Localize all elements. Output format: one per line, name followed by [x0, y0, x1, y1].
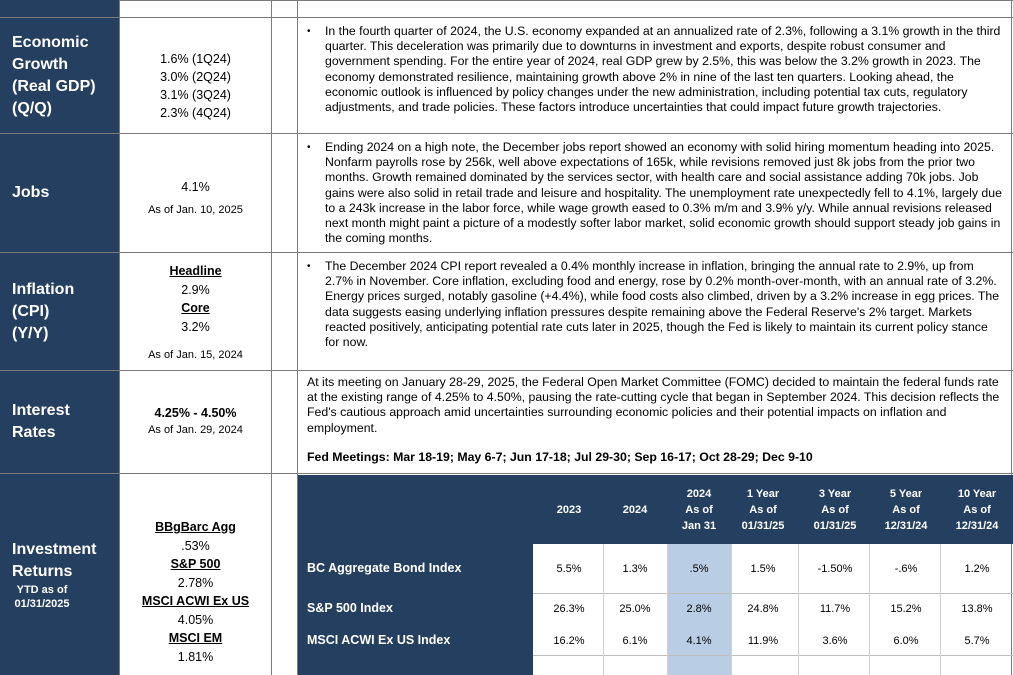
divider [0, 133, 1013, 134]
col-header-line: As of [685, 503, 713, 516]
col-header-line: As of [892, 503, 920, 516]
returns-label [0, 474, 119, 675]
fed-meetings: Fed Meetings: Mar 18-19; May 6-7; Jun 17-18; Jul 29-30; Sep 16-17; Oct 28-29; Dec 9-10 [307, 449, 813, 464]
return-item-value: 2.78% [177, 575, 214, 590]
jobs-label-text: Jobs [12, 184, 50, 201]
col-header [943, 475, 1011, 544]
col-header-line: 12/31/24 [955, 519, 999, 532]
table-cell: -1.50% [817, 563, 853, 575]
gdp-commentary-text: In the fourth quarter of 2024, the U.S. economy expanded at an annualized rate of 2.3%, following a 3.1% growth in the third quarter. This deceleration was primarily due to downturns in investment and exports, despite robust consumer and government spending. For the entire year of 2024, real GDP grew by 2.5%, this was below the 3.2% growth in 2023. The economy demonstrated resilience, maintaining growth above 2% in nine of the last ten quarters. Looking ahead, the economic outlook is influenced by policy changes under the new administration, including potential tax cuts, regulatory adjustments, and trade policies. These factors introduce uncertainties that could impact future growth trajectories. [325, 24, 1001, 115]
bullet-icon: • [307, 261, 311, 272]
core-value: 3.2% [181, 319, 210, 334]
col-header-line: 2024 [622, 503, 648, 516]
table-row [538, 597, 1013, 621]
divider [0, 370, 1013, 371]
gdp-label-line: (Q/Q) [12, 99, 52, 117]
col-header-line: As of [749, 503, 777, 516]
gdp-commentary [307, 24, 1005, 115]
return-item-name: MSCI ACWI Ex US [141, 594, 250, 608]
table-cell: 5.5% [556, 563, 582, 575]
divider [0, 17, 1013, 18]
col-header [667, 475, 731, 544]
col-header-line: 12/31/24 [884, 519, 928, 532]
divider [0, 0, 1013, 1]
gdp-label [0, 18, 119, 133]
col-header [731, 475, 795, 544]
return-item-name: BBgBarc Agg [155, 520, 236, 534]
gdp-value: 1.6% (1Q24) [160, 52, 231, 66]
divider [0, 252, 1013, 253]
table-cell: 1.3% [622, 563, 648, 575]
table-cell: 11.9% [747, 635, 779, 647]
jobs-as-of: As of Jan. 10, 2025 [148, 204, 243, 216]
index-name: BC Aggregate Bond Index [307, 561, 462, 575]
table-cell: 24.8% [747, 603, 779, 615]
table-cell: 5.7% [964, 635, 990, 647]
col-header-line: 1 Year [746, 487, 780, 500]
jobs-value-cell [120, 178, 271, 216]
table-cell: 11.7% [819, 603, 851, 615]
col-header-line: Jan 31 [681, 519, 717, 532]
table-cell: 3.6% [822, 635, 848, 647]
rates-commentary-text: At its meeting on January 28-29, 2025, the Federal Open Market Committee (FOMC) decided to maintain the federal funds rate at the existing range of 4.25% to 4.50%, pausing the rate-cutting cycle that began in September 2024. This decision reflects the Fed's cautious approach amid uncertainties surrounding economic policies and their potential impacts on inflation and employment. [307, 375, 1000, 435]
col-header [538, 475, 600, 544]
table-cell: 13.8% [961, 603, 993, 615]
col-header-line: 2023 [556, 503, 582, 516]
divider [533, 593, 1013, 594]
divider [0, 473, 1013, 474]
col-header-line: As of [821, 503, 849, 516]
table-cell: 6.0% [893, 635, 919, 647]
col-header [603, 475, 667, 544]
inflation-label-line: (CPI) [12, 302, 50, 320]
jobs-label [0, 134, 119, 252]
table-cell: 2.8% [686, 603, 712, 615]
divider [533, 655, 1013, 656]
table-row [538, 557, 1013, 581]
table-cell: 1.5% [750, 563, 776, 575]
inflation-as-of: As of Jan. 15, 2024 [148, 349, 243, 361]
headline-label: Headline [169, 264, 222, 278]
returns-values [120, 518, 271, 666]
table-cell: 16.2% [553, 635, 585, 647]
rates-value-cell [120, 405, 271, 436]
col-header [872, 475, 940, 544]
inflation-commentary [307, 259, 1005, 350]
gdp-value: 3.0% (2Q24) [160, 70, 231, 84]
return-item-value: 4.05% [177, 612, 214, 627]
col-header-line: 01/31/25 [813, 519, 857, 532]
table-cell: .5% [689, 563, 709, 575]
col-header-line: 5 Year [889, 487, 923, 500]
col-header-line: 01/31/25 [741, 519, 785, 532]
return-item-name: S&P 500 [170, 557, 221, 571]
gdp-values [120, 50, 271, 122]
rates-value: 4.25% - 4.50% [154, 406, 237, 420]
table-cell: 25.0% [619, 603, 651, 615]
return-item-value: 1.81% [177, 649, 214, 664]
gdp-value: 2.3% (4Q24) [160, 106, 231, 120]
rates-as-of: As of Jan. 29, 2024 [148, 424, 243, 436]
inflation-label-line: (Y/Y) [12, 324, 49, 342]
col-header-line: 3 Year [818, 487, 852, 500]
table-cell: 6.1% [622, 635, 648, 647]
col-header-line: 2024 [686, 487, 712, 500]
table-cell: 15.2% [890, 603, 922, 615]
inflation-label [0, 253, 119, 370]
index-name: MSCI ACWI Ex US Index [307, 633, 451, 647]
gdp-label-line: Growth [12, 55, 68, 73]
header-strip [0, 0, 119, 17]
returns-sub: 01/31/2025 [14, 597, 70, 610]
return-item-name: MSCI EM [168, 631, 223, 645]
rates-label [0, 371, 119, 473]
headline-value: 2.9% [181, 282, 210, 297]
table-row [538, 629, 1013, 653]
gdp-value: 3.1% (3Q24) [160, 88, 231, 102]
gdp-label-line: Economic [12, 33, 89, 51]
index-name: S&P 500 Index [307, 601, 393, 615]
table-cell: 1.2% [964, 563, 990, 575]
gdp-label-line: (Real GDP) [12, 77, 96, 95]
returns-sub: YTD as of [16, 583, 68, 596]
table-cell: -.6% [894, 563, 918, 575]
inflation-values [120, 262, 271, 365]
table-cell: 4.1% [686, 635, 712, 647]
core-label: Core [181, 301, 210, 315]
bullet-icon: • [307, 142, 311, 153]
rates-commentary [307, 375, 1005, 465]
divider [271, 0, 272, 675]
col-header-line: As of [963, 503, 991, 516]
returns-label-line: Returns [12, 562, 73, 580]
rates-label-line: Rates [12, 424, 56, 441]
returns-label-line: Investment [12, 540, 97, 558]
inflation-commentary-text: The December 2024 CPI report revealed a 0.4% monthly increase in inflation, bringing the annual rate to 2.9%, up from 2.7% in November. Core inflation, excluding food and energy, rose by 0.2% month-over-month, with an annual rate of 3.2%. Energy prices surged, notably gasoline (+4.4%), while food costs also climbed, driven by a 3.2% increase in egg prices. The data suggests easing underlying inflation pressures despite remaining above the Federal Reserve's 2% target. Markets reacted positively, anticipating potential rate cuts later in 2025, though the Fed is likely to maintain its current policy stance for now. [325, 259, 1000, 350]
rates-label-line: Interest [12, 402, 70, 419]
return-item-value: .53% [181, 538, 210, 553]
bullet-icon: • [307, 26, 311, 37]
inflation-label-line: Inflation [12, 280, 75, 298]
col-header-line: 10 Year [957, 487, 997, 500]
col-header [801, 475, 869, 544]
returns-table [298, 475, 1013, 675]
jobs-commentary [307, 140, 1005, 246]
jobs-commentary-text: Ending 2024 on a high note, the December jobs report showed an economy with solid hiring momentum heading into 2025. Nonfarm payrolls rose by 256k, well above expectations of 165k, while revisions removed just 8k jobs from the prior two months. Growth remained dominated by the services sector, with health care and social assistance adding 70k jobs. Job gains were also solid in retail trade and leisure and hospitality. The unemployment rate unexpectedly fell to 4.1%, largely due to a 243k increase in the labor force, while wage growth eased to 0.3% m/m and 3.9% y/y. While annual revisions released next month might paint a picture of a modestly softer labor market, solid economic growth should support steady job gains in the coming months. [325, 140, 1002, 246]
table-cell: 26.3% [553, 603, 585, 615]
jobs-value: 4.1% [181, 180, 210, 194]
